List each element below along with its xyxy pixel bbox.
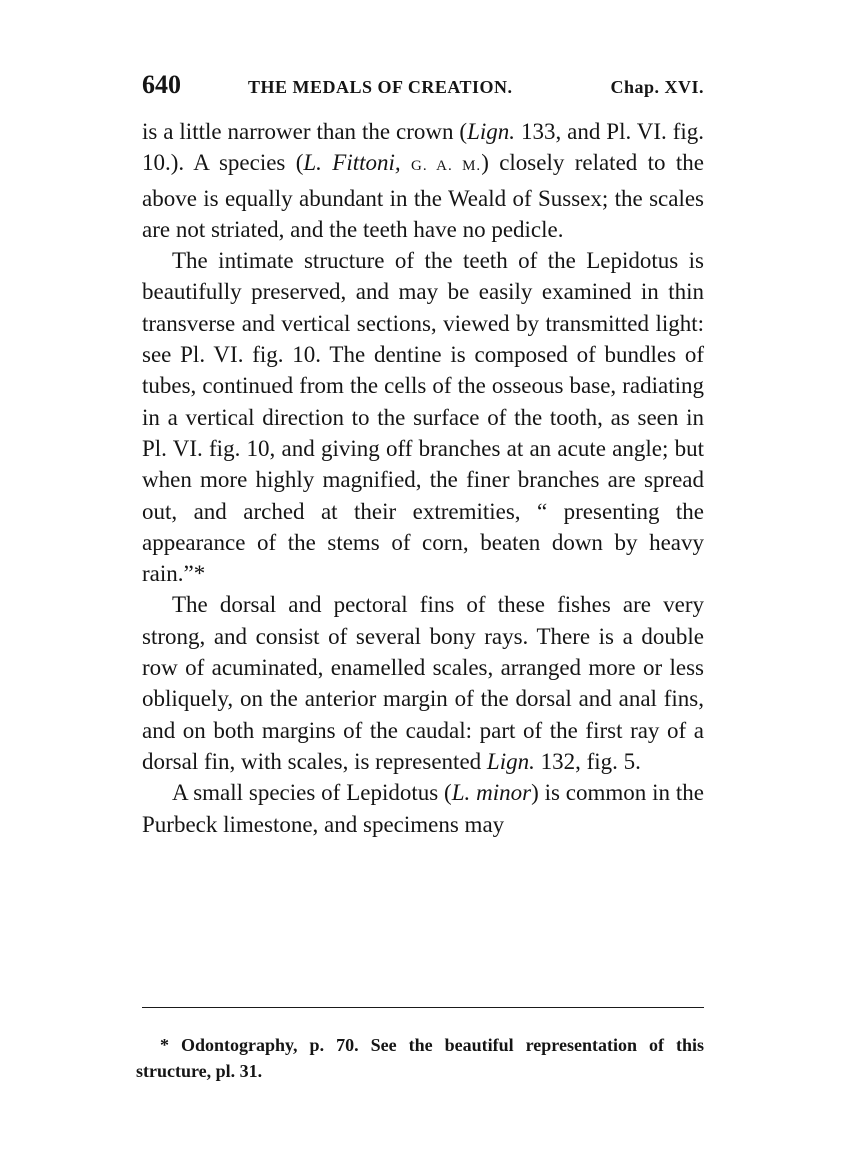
text-run: ) closely related to the above is equally abundant in the Weald of Sussex; the scales are not striated, and the teeth have no pedicle. xyxy=(142,150,704,242)
paragraph xyxy=(142,589,704,777)
paragraph xyxy=(142,777,704,840)
small-caps-text: G. A. M. xyxy=(411,158,482,175)
body-text xyxy=(142,116,704,840)
text-run: is a little narrower than the crown ( xyxy=(142,119,468,144)
text-run: The intimate structure of the teeth of the Lepidotus is beautifully preserved, and may be easily examined in thin transverse and vertical sections, viewed by transmitted light: see Pl. VI. fig. 10. The dentine is composed of bundles of tubes, continued from the cells of the osseous base, radiating in a vertical direction to the surface of the tooth, as seen in Pl. VI. fig. 10, and giving off branches at an acute angle; but when more highly magnified, the finer branches are spread out, and arched at their extremities, “ presenting the appearance of the stems of corn, beaten down by heavy rain.”* xyxy=(142,248,704,587)
footnote: * Odontography, p. 70. See the beautiful representation of this structure, pl. 31. xyxy=(136,1035,704,1081)
paragraph xyxy=(142,245,704,589)
running-header xyxy=(142,70,704,104)
italic-text: L. minor xyxy=(451,780,532,806)
running-title: THE MEDALS OF CREATION. xyxy=(248,77,513,97)
footnote-divider xyxy=(142,1007,704,1008)
text-run: 133, and Pl. VI. fig. 10.). A species ( xyxy=(142,119,704,176)
text-run: ) is common in the Purbeck limestone, and specimens may xyxy=(142,780,704,837)
text-run: 132, fig. 5. xyxy=(534,748,641,774)
paragraph xyxy=(142,116,704,245)
italic-text: L. Fittoni, xyxy=(303,150,401,176)
text-run: A small species of Lepidotus ( xyxy=(172,780,452,806)
chapter-label: Chap. XVI. xyxy=(610,77,704,97)
text-run xyxy=(401,150,411,175)
text-run: The dorsal and pectoral fins of these fishes are very strong, and consist of several bony rays. There is a double row of acuminated, enamelled scales, arranged more or less obliquely, on the anterior margin of the dorsal and anal fins, and on both margins of the caudal: part of the first ray of a dorsal fin, with scales, is represented xyxy=(142,592,704,774)
italic-text: Lign. xyxy=(486,748,535,774)
italic-text: Lign. xyxy=(467,119,516,144)
page-number: 640 xyxy=(142,70,181,99)
